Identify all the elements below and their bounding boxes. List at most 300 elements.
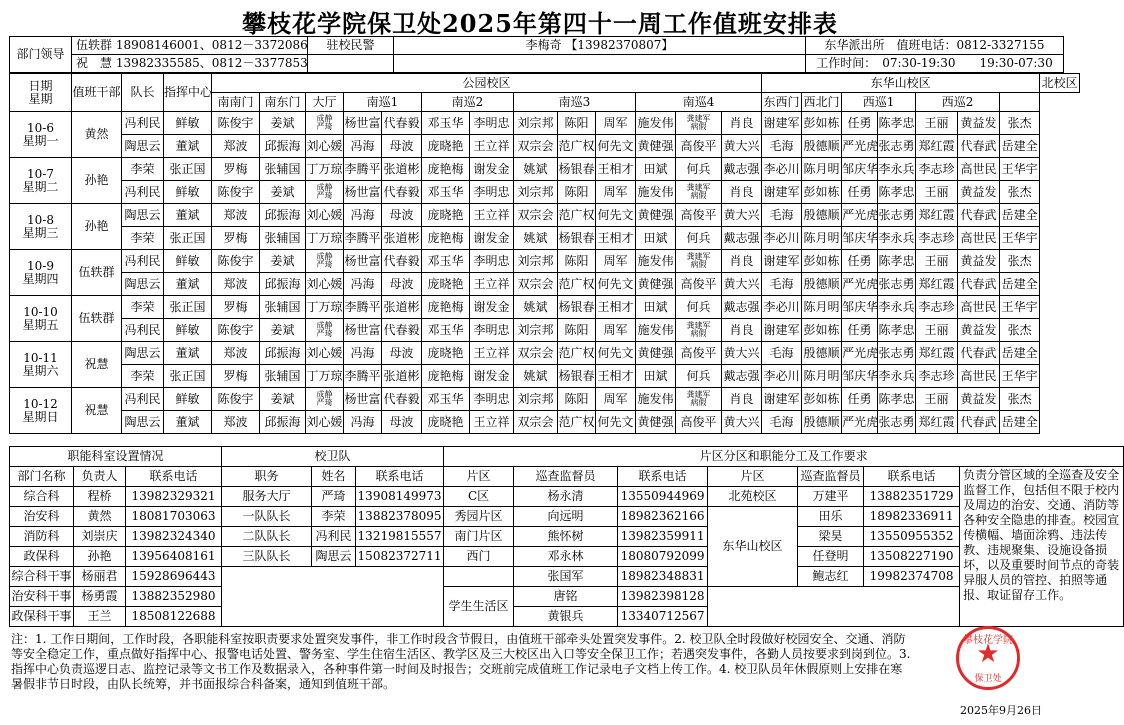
day-week: 星期六	[22, 363, 59, 378]
leader-2: 祝 慧 13982335585、0812－3377853	[72, 55, 308, 73]
staff-cell: 彭如栋	[802, 388, 842, 411]
staff-cell: 刘宗邦	[514, 112, 558, 135]
staff-cell: 王相才	[596, 296, 636, 319]
info-cell: 陶思云	[312, 547, 356, 567]
staff-cell: 李志珍	[916, 158, 958, 181]
info-cell: 综合科	[10, 487, 74, 507]
col-duty: 值班干部	[72, 74, 122, 112]
info-cell: 黄然	[74, 507, 126, 527]
day-date: 10-12	[23, 396, 58, 411]
info-cell: 鲍志红	[798, 567, 864, 587]
duty-officer: 伍轶群	[72, 250, 122, 296]
staff-cell: 龚建军 病假	[676, 388, 722, 411]
info-col-header: 联系电话	[618, 467, 708, 487]
info-cell: 治安科	[10, 507, 74, 527]
staff-cell: 龚建军 病假	[676, 112, 722, 135]
staff-cell: 王立祥	[470, 204, 514, 227]
staff-cell: 肖良	[722, 388, 762, 411]
staff-cell: 彭如栋	[802, 250, 842, 273]
staff-cell: 代春毅	[382, 181, 422, 204]
info-cell: 西门	[444, 547, 514, 567]
staff-cell: 陶思云	[122, 342, 164, 365]
staff-cell: 陈月明	[802, 365, 842, 388]
info-cell: 秀园片区	[444, 507, 514, 527]
staff-cell: 黄益发	[958, 181, 1000, 204]
table-row	[10, 547, 1124, 567]
worktime: 工作时间： 07:30-19:30 19:30-07:30	[806, 55, 1064, 73]
staff-cell: 严光虎	[842, 411, 878, 434]
staff-cell: 高俊平	[676, 204, 722, 227]
info-col-header: 联系电话	[864, 467, 960, 487]
staff-cell: 董斌	[164, 411, 212, 434]
staff-cell: 李必川	[762, 227, 802, 250]
duty-officer: 祝慧	[72, 342, 122, 388]
info-cell: 政保科	[10, 547, 74, 567]
staff-cell: 邹庆华	[842, 227, 878, 250]
info-col-header: 片区	[444, 467, 514, 487]
info-cell: 三队队长	[222, 547, 312, 567]
info-cell: 万建平	[798, 487, 864, 507]
staff-cell: 姜斌	[260, 112, 306, 135]
info-cell: 15928696443	[126, 567, 222, 587]
info-cell: 13908149973	[356, 487, 444, 507]
table-row	[10, 487, 1124, 507]
staff-cell: 郑红霞	[916, 273, 958, 296]
staff-cell: 何先文	[596, 411, 636, 434]
staff-cell: 庞艳梅	[422, 296, 470, 319]
duty-officer: 孙艳	[72, 158, 122, 204]
staff-cell: 郑波	[212, 204, 260, 227]
section-areas: 片区分区和职能分工及工作要求	[444, 447, 1124, 467]
info-col-header: 负责人	[74, 467, 126, 487]
staff-cell: 刘宗邦	[514, 181, 558, 204]
staff-cell: 殷德顺	[802, 273, 842, 296]
staff-cell: 庞晓艳	[422, 273, 470, 296]
staff-cell: 庞艳梅	[422, 227, 470, 250]
staff-cell: 彭如栋	[802, 181, 842, 204]
staff-cell: 郑波	[212, 411, 260, 434]
staff-cell: 邱振海	[260, 273, 306, 296]
staff-cell: 施发伟	[636, 250, 676, 273]
staff-cell: 田斌	[636, 365, 676, 388]
staff-cell: 郑红霞	[916, 204, 958, 227]
staff-cell: 张杰	[1000, 250, 1040, 273]
staff-cell: 刘心媛	[306, 204, 344, 227]
day-week: 星期一	[22, 133, 59, 148]
table-row	[10, 567, 1124, 587]
staff-cell: 任勇	[842, 388, 878, 411]
staff-cell: 陈月明	[802, 296, 842, 319]
staff-cell: 庞晓艳	[422, 342, 470, 365]
staff-cell: 谢发金	[470, 365, 514, 388]
staff-cell: 李明忠	[470, 112, 514, 135]
post-header: 南巡4	[636, 93, 762, 112]
staff-cell: 田斌	[636, 158, 676, 181]
duty-officer: 孙艳	[72, 204, 122, 250]
staff-cell: 严光虎	[842, 273, 878, 296]
info-cell: 李荣	[312, 507, 356, 527]
staff-cell: 姚斌	[514, 296, 558, 319]
notes: 注：1. 工作日期间，工作时段，各职能科室按职责要求处置突发事件，非工作时段含节假日，由值班干部牵头处置突发事件。2. 校卫队全时段做好校园安全、交通、消防等安全稳定工作，重点做好指挥中心、报警电话处置、警务室、学生住宿生活区、教学区及三大校区出入口等安全保卫工作；若遇突发事件，各勤人员按要求到岗到位。3. 指挥中心负责巡逻日志、监控记录等文书工作及数据录入，各种事件第一时间及时报告；交班前完成值班工作记录电子文档上传工作。4. 校卫队员年休假原则上安排在寒暑假非节日时段，由队长统筹，并书面报综合科备案，通知到值班干部。	[11, 632, 911, 691]
staff-cell: 庞艳梅	[422, 158, 470, 181]
staff-cell: 双宗会	[514, 204, 558, 227]
staff-cell: 代春武	[958, 411, 1000, 434]
staff-cell: 黄大兴	[722, 135, 762, 158]
staff-cell: 黄健强	[636, 342, 676, 365]
col-date-label: 日期	[28, 78, 53, 93]
staff-cell: 黄大兴	[722, 273, 762, 296]
staff-cell: 罗梅	[212, 227, 260, 250]
day-date: 10-7	[27, 166, 54, 181]
staff-cell: 毛海	[762, 411, 802, 434]
staff-cell: 谢建军	[762, 250, 802, 273]
day-cell	[10, 296, 72, 342]
staff-cell: 高世民	[958, 227, 1000, 250]
staff-cell: 李腾平	[344, 158, 382, 181]
staff-cell: 陈阳	[558, 250, 596, 273]
staff-cell: 黄益发	[958, 319, 1000, 342]
staff-cell: 周军	[596, 181, 636, 204]
day-week: 星期三	[22, 225, 59, 240]
staff-cell: 鲜敏	[164, 250, 212, 273]
staff-cell: 王华宇	[1000, 158, 1040, 181]
staff-cell: 毛海	[762, 342, 802, 365]
staff-cell: 李腾平	[344, 365, 382, 388]
staff-cell: 陶思云	[122, 204, 164, 227]
day-week: 星期五	[22, 317, 59, 332]
staff-cell: 刘心媛	[306, 411, 344, 434]
staff-cell: 殷德顺	[802, 342, 842, 365]
staff-cell: 代春武	[958, 273, 1000, 296]
staff-cell: 王立祥	[470, 273, 514, 296]
staff-cell: 冯利民	[122, 250, 164, 273]
staff-cell: 成静 严琦	[306, 388, 344, 411]
staff-cell: 何先文	[596, 135, 636, 158]
staff-cell: 王立祥	[470, 135, 514, 158]
info-col-header: 姓名	[312, 467, 356, 487]
info-cell: 一队队长	[222, 507, 312, 527]
staff-cell: 陈月明	[802, 158, 842, 181]
staff-cell: 黄益发	[958, 112, 1000, 135]
staff-cell: 母波	[382, 273, 422, 296]
col-week-label: 星期	[28, 91, 53, 106]
staff-cell: 冯利民	[122, 319, 164, 342]
staff-cell: 郑红霞	[916, 342, 958, 365]
campus-donghua: 东华山校区	[762, 74, 1040, 93]
staff-cell: 张辅国	[260, 296, 306, 319]
info-cell: 综合科干事	[10, 567, 74, 587]
staff-cell: 龚建军 病假	[676, 181, 722, 204]
staff-cell: 王立祥	[470, 411, 514, 434]
staff-cell: 高俊平	[676, 135, 722, 158]
info-cell: 王兰	[74, 607, 126, 627]
seal-top-text: 攀枝花学院	[963, 635, 1013, 646]
staff-cell: 姚斌	[514, 227, 558, 250]
info-cell: 北苑校区	[708, 487, 798, 507]
staff-cell: 李明忠	[470, 319, 514, 342]
staff-cell: 王相才	[596, 365, 636, 388]
staff-cell: 施发伟	[636, 388, 676, 411]
staff-cell: 冯海	[344, 204, 382, 227]
staff-cell: 王相才	[596, 227, 636, 250]
staff-cell: 何兵	[676, 296, 722, 319]
day-week: 星期二	[22, 179, 59, 194]
day-cell	[10, 112, 72, 158]
staff-cell: 肖良	[722, 112, 762, 135]
staff-cell: 成静 严琦	[306, 319, 344, 342]
staff-cell: 陈孝忠	[878, 250, 916, 273]
staff-cell: 代春武	[958, 204, 1000, 227]
staff-cell: 代春毅	[382, 319, 422, 342]
post-header: 西巡1	[842, 93, 916, 112]
staff-cell: 戴志强	[722, 365, 762, 388]
post-header: 南南门	[212, 93, 260, 112]
staff-cell: 姜斌	[260, 319, 306, 342]
info-cell: 18508122688	[126, 607, 222, 627]
staff-cell: 黄健强	[636, 411, 676, 434]
staff-cell: 李明忠	[470, 388, 514, 411]
staff-cell: 谢建军	[762, 112, 802, 135]
info-cell: 服务大厅	[222, 487, 312, 507]
info-cell: 治安科干事	[10, 587, 74, 607]
staff-cell: 严光虎	[842, 342, 878, 365]
staff-cell: 丁万琼	[306, 227, 344, 250]
staff-cell: 陈阳	[558, 388, 596, 411]
staff-cell: 杨世富	[344, 181, 382, 204]
info-col-header: 片区	[708, 467, 798, 487]
staff-cell: 谢发金	[470, 227, 514, 250]
police-label: 驻校民警	[308, 37, 394, 55]
staff-cell: 王丽	[916, 388, 958, 411]
staff-cell: 邱振海	[260, 135, 306, 158]
staff-cell: 黄健强	[636, 135, 676, 158]
staff-cell: 邹庆华	[842, 365, 878, 388]
staff-cell: 双宗会	[514, 135, 558, 158]
staff-cell: 殷德顺	[802, 204, 842, 227]
info-cell: 政保科干事	[10, 607, 74, 627]
staff-cell: 杨世富	[344, 319, 382, 342]
staff-cell: 田斌	[636, 227, 676, 250]
table-row	[10, 296, 1080, 319]
staff-cell: 陈俊宇	[212, 388, 260, 411]
duty-description: 负责分管区域的全巡查及安全监督工作，包括但不限于校内及周边的治安、交通、消防等各种安全隐患的排查。校园宣传横幅、墙面涂鸦、违法传教、违规聚集、设施设备损坏，以及重要时间节点的奇装异服人员的管控、拍照等通报、取证留存工作。	[960, 467, 1124, 627]
staff-cell: 王丽	[916, 319, 958, 342]
table-row	[10, 181, 1080, 204]
staff-cell: 田斌	[636, 296, 676, 319]
staff-cell: 高世民	[958, 158, 1000, 181]
info-cell: 杨勇霞	[74, 587, 126, 607]
staff-cell: 张志勇	[878, 273, 916, 296]
info-col-header: 巡查监督员	[798, 467, 864, 487]
staff-cell: 冯利民	[122, 388, 164, 411]
info-col-header: 部门名称	[10, 467, 74, 487]
staff-cell: 邓玉华	[422, 250, 470, 273]
staff-cell: 代春毅	[382, 250, 422, 273]
campus-bei: 北校区	[1040, 74, 1080, 93]
staff-cell: 高俊平	[676, 411, 722, 434]
post-header: 南巡1	[344, 93, 422, 112]
staff-cell: 肖良	[722, 250, 762, 273]
post-header: 南巡2	[422, 93, 514, 112]
staff-cell: 陈阳	[558, 319, 596, 342]
staff-cell: 李永兵	[878, 365, 916, 388]
day-cell	[10, 342, 72, 388]
staff-cell: 成静 严琦	[306, 250, 344, 273]
post-header: 西巡2	[916, 93, 1000, 112]
staff-cell: 鲜敏	[164, 181, 212, 204]
staff-cell: 冯利民	[122, 181, 164, 204]
day-date: 10-9	[27, 258, 54, 273]
day-cell	[10, 204, 72, 250]
staff-cell: 任勇	[842, 181, 878, 204]
staff-cell: 谢建军	[762, 319, 802, 342]
staff-cell: 何兵	[676, 158, 722, 181]
staff-cell: 岳建全	[1000, 342, 1040, 365]
page-title: 攀枝花学院保卫处2025年第四十一周工作值班安排表	[242, 9, 838, 38]
staff-cell: 张杰	[1000, 388, 1040, 411]
info-cell: 13956408161	[126, 547, 222, 567]
staff-cell: 陈俊宇	[212, 112, 260, 135]
duty-officer: 祝慧	[72, 388, 122, 434]
staff-cell: 姜斌	[260, 250, 306, 273]
day-date: 10-6	[27, 120, 54, 135]
post-header: 大厅	[306, 93, 344, 112]
staff-cell: 张杰	[1000, 181, 1040, 204]
info-col-header: 联系电话	[126, 467, 222, 487]
staff-cell: 刘宗邦	[514, 250, 558, 273]
staff-cell: 代春武	[958, 342, 1000, 365]
staff-cell: 双宗会	[514, 342, 558, 365]
table-row	[10, 587, 1124, 607]
staff-cell: 郑波	[212, 273, 260, 296]
day-week: 星期日	[22, 409, 59, 424]
info-cell: 孙艳	[74, 547, 126, 567]
staff-cell: 杨世富	[344, 388, 382, 411]
staff-cell: 黄健强	[636, 204, 676, 227]
info-cell: 张国军	[514, 567, 618, 587]
table-row	[10, 507, 1124, 527]
staff-cell: 张杰	[1000, 112, 1040, 135]
staff-cell: 刘宗邦	[514, 319, 558, 342]
staff-cell: 张志勇	[878, 342, 916, 365]
info-cell: 二队队长	[222, 527, 312, 547]
info-cell: 向远明	[514, 507, 618, 527]
duty-officer: 伍轶群	[72, 296, 122, 342]
staff-cell: 高俊平	[676, 273, 722, 296]
info-cell: 13219815557	[356, 527, 444, 547]
info-cell: 南门片区	[444, 527, 514, 547]
day-week: 星期四	[22, 271, 59, 286]
table-row	[10, 365, 1080, 388]
info-cell: 消防科	[10, 527, 74, 547]
staff-cell: 王丽	[916, 112, 958, 135]
issue-date: 2025年9月26日	[960, 704, 1042, 717]
staff-cell: 郑红霞	[916, 135, 958, 158]
staff-cell: 邱振海	[260, 411, 306, 434]
staff-cell: 张道彬	[382, 296, 422, 319]
staff-cell: 李荣	[122, 365, 164, 388]
staff-cell: 殷德顺	[802, 135, 842, 158]
staff-cell: 陶思云	[122, 411, 164, 434]
staff-cell: 郑波	[212, 342, 260, 365]
col-date	[10, 74, 72, 112]
col-center: 指挥中心	[164, 74, 212, 112]
staff-cell: 龚建军 病假	[676, 319, 722, 342]
staff-cell: 岳建全	[1000, 273, 1040, 296]
col-captain: 队长	[122, 74, 164, 112]
staff-cell: 何先文	[596, 342, 636, 365]
staff-cell: 刘心媛	[306, 342, 344, 365]
staff-cell: 毛海	[762, 273, 802, 296]
staff-cell: 黄益发	[958, 250, 1000, 273]
info-cell: 13550955352	[864, 527, 960, 547]
staff-cell: 李永兵	[878, 158, 916, 181]
info-cell: 13982359911	[618, 527, 708, 547]
staff-cell: 董斌	[164, 204, 212, 227]
info-cell: 13982324340	[126, 527, 222, 547]
info-col-header: 联系电话	[356, 467, 444, 487]
area-student: 学生生活区	[444, 587, 514, 627]
staff-cell: 罗梅	[212, 158, 260, 181]
staff-cell: 邓玉华	[422, 181, 470, 204]
day-cell	[10, 388, 72, 434]
staff-cell: 严光虎	[842, 135, 878, 158]
section-depts: 职能科室设置情况	[10, 447, 222, 467]
staff-cell: 李腾平	[344, 296, 382, 319]
staff-cell: 戴志强	[722, 158, 762, 181]
table-row	[10, 319, 1080, 342]
info-cell: 唐铭	[514, 587, 618, 607]
day-date: 10-8	[27, 212, 54, 227]
staff-cell: 邹庆华	[842, 158, 878, 181]
staff-cell: 李荣	[122, 227, 164, 250]
post-header: 东西门	[762, 93, 802, 112]
staff-cell: 母波	[382, 135, 422, 158]
staff-cell: 周军	[596, 388, 636, 411]
staff-cell: 陈阳	[558, 181, 596, 204]
staff-cell: 冯利民	[122, 112, 164, 135]
staff-cell: 成静 严琦	[306, 112, 344, 135]
staff-cell: 丁万琼	[306, 296, 344, 319]
staff-cell: 李志珍	[916, 365, 958, 388]
info-cell: 邓永林	[514, 547, 618, 567]
staff-cell: 肖良	[722, 319, 762, 342]
staff-cell: 王丽	[916, 250, 958, 273]
official-seal	[956, 626, 1020, 690]
info-cell: 18080792099	[618, 547, 708, 567]
staff-cell: 岳建全	[1000, 204, 1040, 227]
info-cell: 18982336911	[864, 507, 960, 527]
staff-cell: 邓玉华	[422, 319, 470, 342]
day-cell	[10, 250, 72, 296]
staff-cell: 施发伟	[636, 112, 676, 135]
staff-cell: 姚斌	[514, 158, 558, 181]
info-cell: 13340712567	[618, 607, 708, 627]
info-cell: 13508227190	[864, 547, 960, 567]
table-row	[10, 135, 1080, 158]
staff-cell: 张辅国	[260, 158, 306, 181]
table-row	[10, 158, 1080, 181]
staff-cell: 张道彬	[382, 227, 422, 250]
info-cell: 13882351729	[864, 487, 960, 507]
day-date: 10-10	[23, 304, 58, 319]
staff-cell: 庞晓艳	[422, 204, 470, 227]
table-row	[10, 227, 1080, 250]
section-guards: 校卫队	[222, 447, 444, 467]
staff-cell: 代春毅	[382, 112, 422, 135]
staff-cell: 成静 严琦	[306, 181, 344, 204]
staff-cell: 陈孝忠	[878, 181, 916, 204]
